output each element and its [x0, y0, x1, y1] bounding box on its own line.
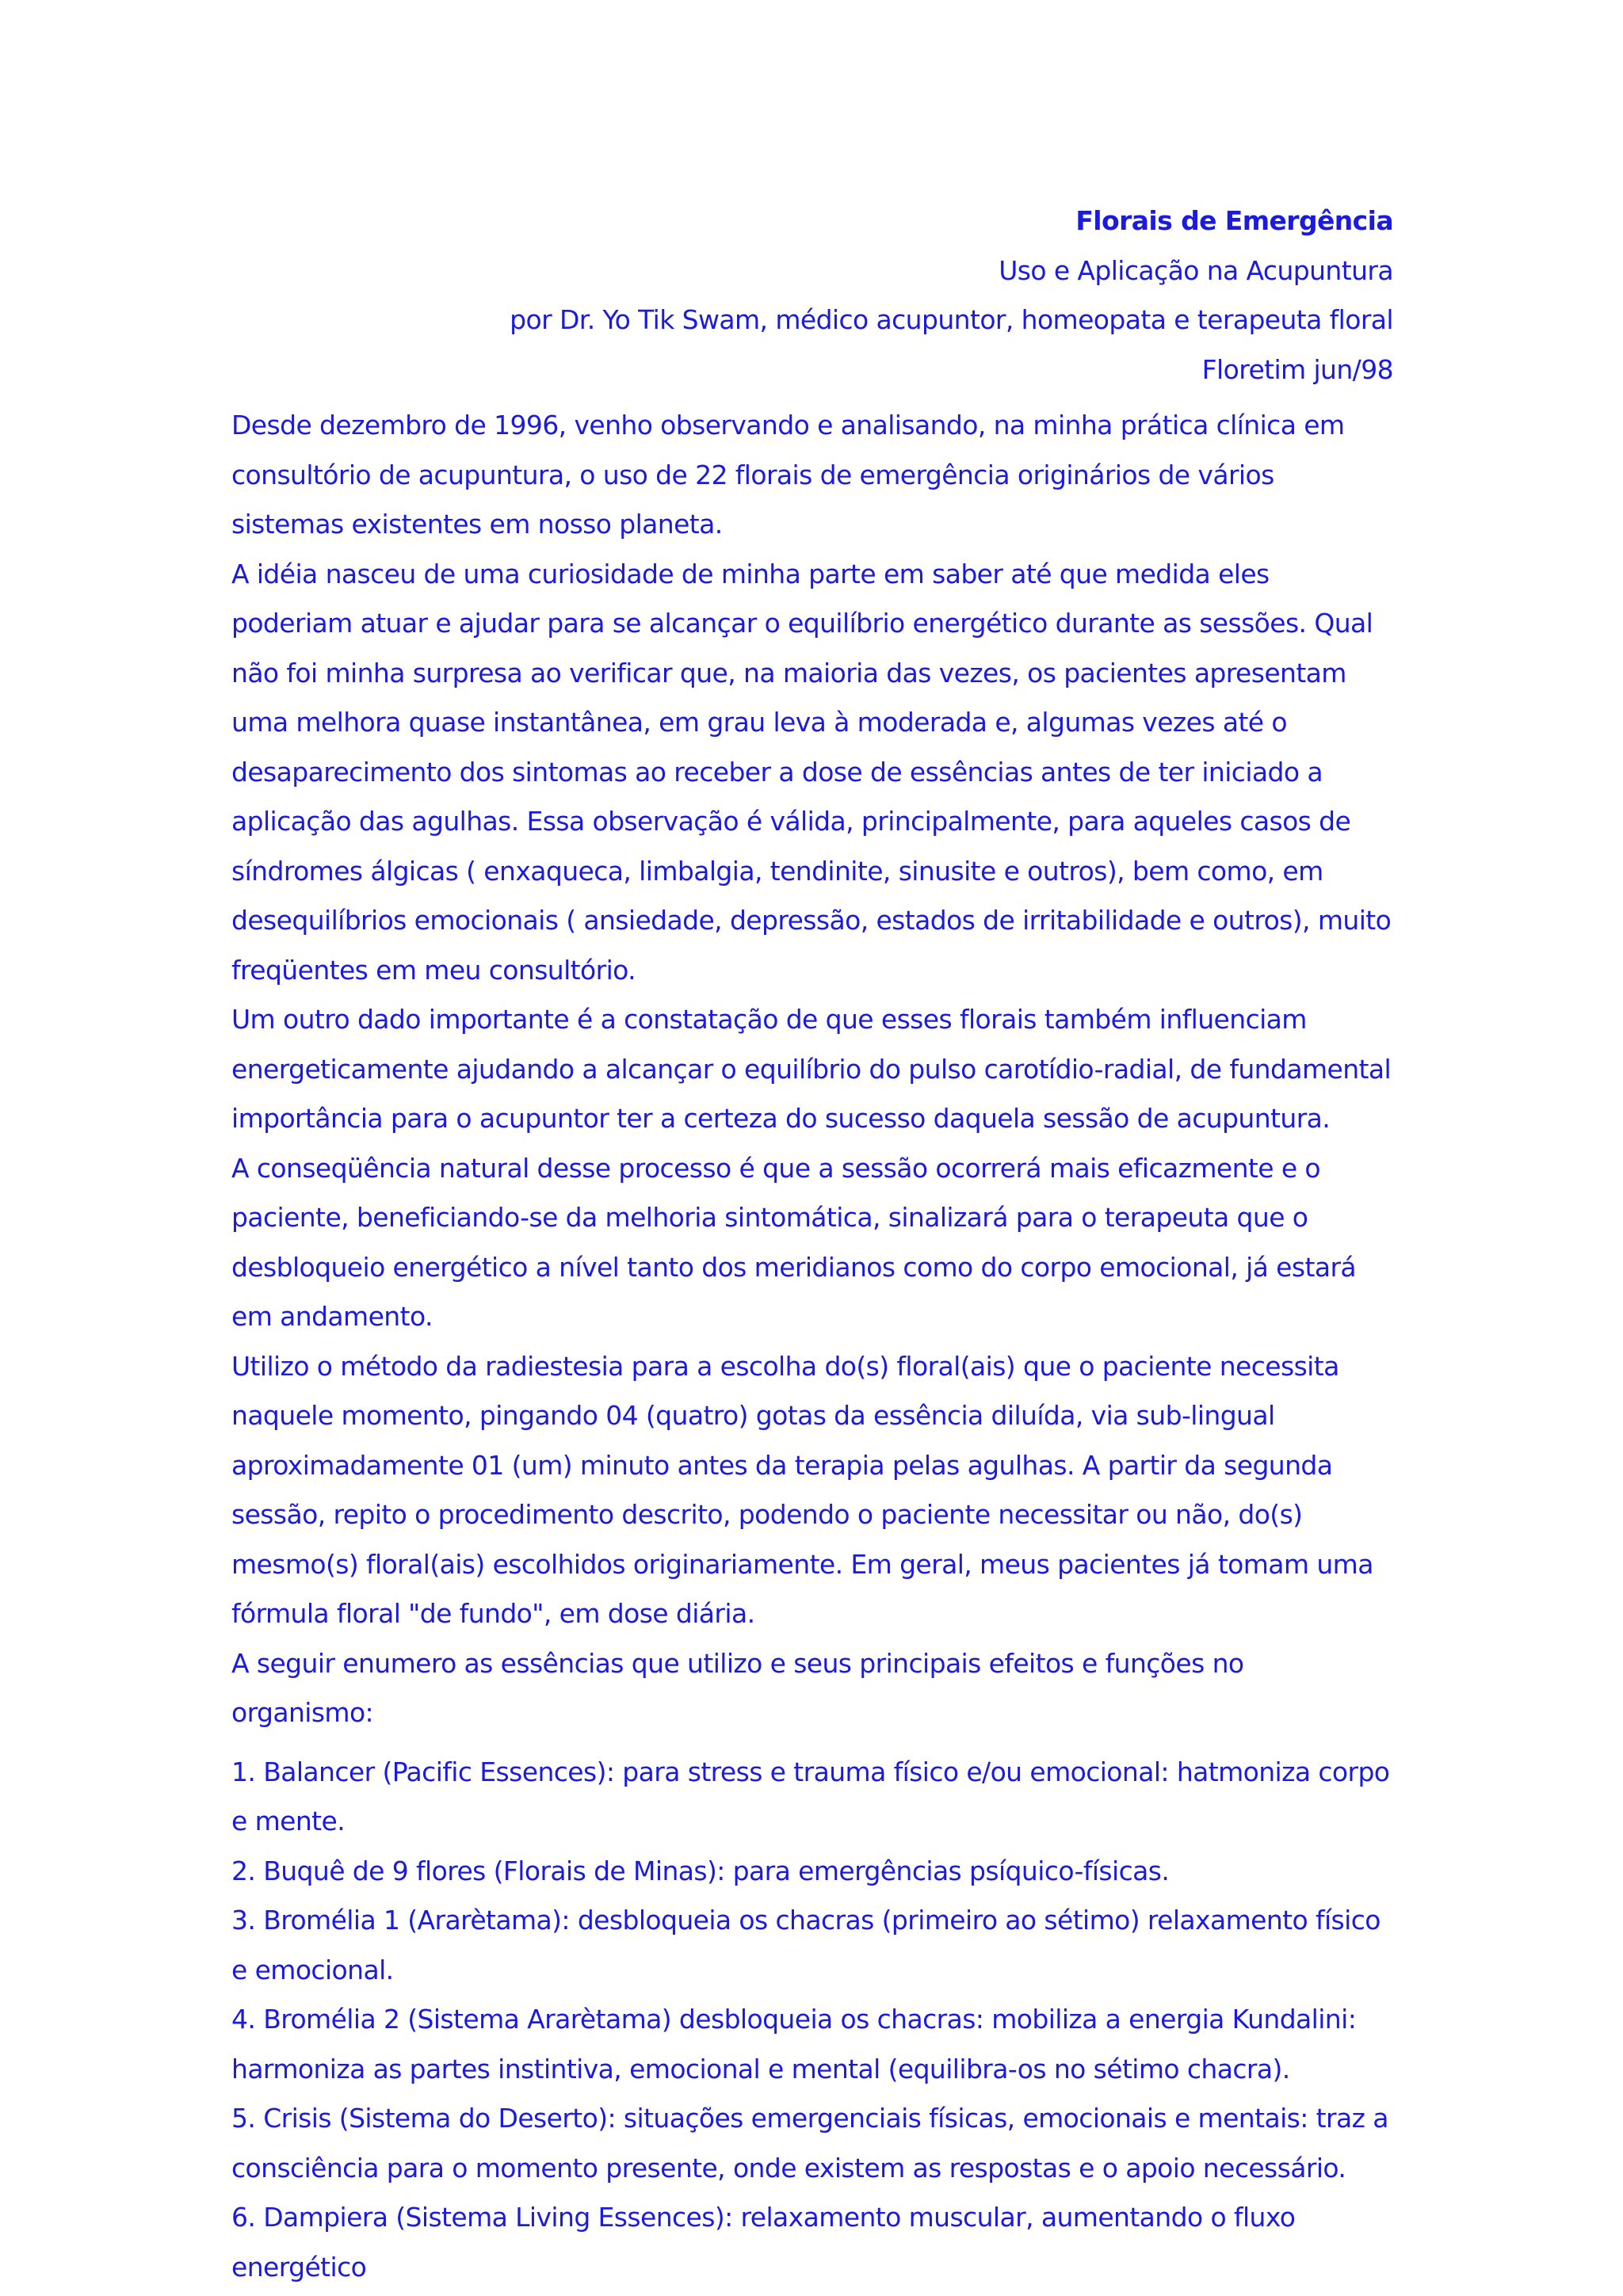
document-body: [231, 196, 1393, 2292]
paragraph: Utilizo o método da radiestesia para a escolha do(s) floral(ais) que o paciente necessita naquele momento, pingando 04 (quatro) gotas da essência diluída, via sub-lingual aproximadamente 01 (um) minuto antes da terapia pelas agulhas. A partir da segunda sessão, repito o procedimento descrito, podendo o paciente necessitar ou não, do(s) mesmo(s) floral(ais) escolhidos originariamente. Em geral, meus pacientes já tomam uma fórmula floral "de fundo", em dose diária.: [231, 1350, 1373, 1629]
list-item-text: Bromélia 2 (Sistema Ararètama) desbloqueia os chacras: mobiliza a energia Kundalini: harmoniza as partes instintiva, emocional e mental (equilibra-os no sétimo chacra).: [231, 2004, 1357, 2084]
list-item: [231, 1995, 1393, 2094]
essence-list: [231, 1748, 1393, 2293]
list-item-text: Buquê de 9 flores (Florais de Minas): para emergências psíquico-físicas.: [263, 1855, 1170, 1886]
paragraph: A idéia nasceu de uma curiosidade de minha parte em saber até que medida eles poderiam atuar e ajudar para se alcançar o equilíbrio energético durante as sessões. Qual não foi minha surpresa ao verificar que, na maioria das vezes, os pacientes apresentam uma melhora quase instantânea, em grau leva à moderada e, algumas vezes até o desaparecimento dos sintomas ao receber a dose de essências antes de ter iniciado a aplicação das agulhas. Essa observação é válida, principalmente, para aqueles casos de síndromes álgicas ( enxaqueca, limbalgia, tendinite, sinusite e outros), bem como, em desequilíbrios emocionais ( ansiedade, depressão, estados de irritabilidade e outros), muito freqüentes em meu consultório.: [231, 558, 1392, 986]
list-item: [231, 1896, 1393, 1995]
paragraph: Desde dezembro de 1996, venho observando e analisando, na minha prática clínica em consultório de acupuntura, o uso de 22 florais de emergência originários de vários sistemas existentes em nosso planeta.: [231, 410, 1345, 540]
list-item-text: Bromélia 1 (Ararètama): desbloqueia os chacras (primeiro ao sétimo) relaxamento físico e emocional.: [231, 1905, 1381, 1985]
list-item-number: 3.: [231, 1905, 256, 1936]
list-item-number: 5.: [231, 2103, 256, 2134]
list-item-text: Crisis (Sistema do Deserto): situações emergenciais físicas, emocionais e mentais: traz a consciência para o momento presente, onde existem as respostas e o apoio necessário.: [231, 2103, 1388, 2183]
list-item-text: Dampiera (Sistema Living Essences): relaxamento muscular, aumentando o fluxo energético: [231, 2202, 1296, 2283]
list-item: [231, 2094, 1393, 2193]
list-item-number: 2.: [231, 1855, 256, 1886]
list-item-number: 4.: [231, 2004, 256, 2035]
list-item: [231, 1847, 1393, 1897]
list-item-number: 1.: [231, 1756, 256, 1787]
document-author: por Dr. Yo Tik Swam, médico acupuntor, homeopata e terapeuta floral: [510, 304, 1393, 335]
list-item-number: 6.: [231, 2202, 256, 2233]
document-source: Floretim jun/98: [1201, 353, 1393, 385]
list-item-text: Balancer (Pacific Essences): para stress e trauma físico e/ou emocional: hatmoniza corpo e mente.: [231, 1756, 1390, 1836]
paragraph: A seguir enumero as essências que utilizo e seus principais efeitos e funções no organismo:: [231, 1647, 1244, 1728]
document-header: [231, 196, 1393, 395]
document-subtitle: Uso e Aplicação na Acupuntura: [999, 254, 1393, 286]
paragraph: Um outro dado importante é a constatação de que esses florais também influenciam energeticamente ajudando a alcançar o equilíbrio do pulso carotídio-radial, de fundamental importância para o acupuntor ter a certeza do sucesso daquela sessão de acupuntura.: [231, 1004, 1392, 1134]
document-title: Florais de Emergência: [1075, 205, 1393, 236]
list-item: [231, 1748, 1393, 1847]
paragraph: A conseqüência natural desse processo é que a sessão ocorrerá mais eficazmente e o paciente, beneficiando-se da melhoria sintomática, sinalizará para o terapeuta que o desbloqueio energético a nível tanto dos meridianos como do corpo emocional, já estará em andamento.: [231, 1152, 1357, 1332]
list-item: [231, 2193, 1393, 2292]
